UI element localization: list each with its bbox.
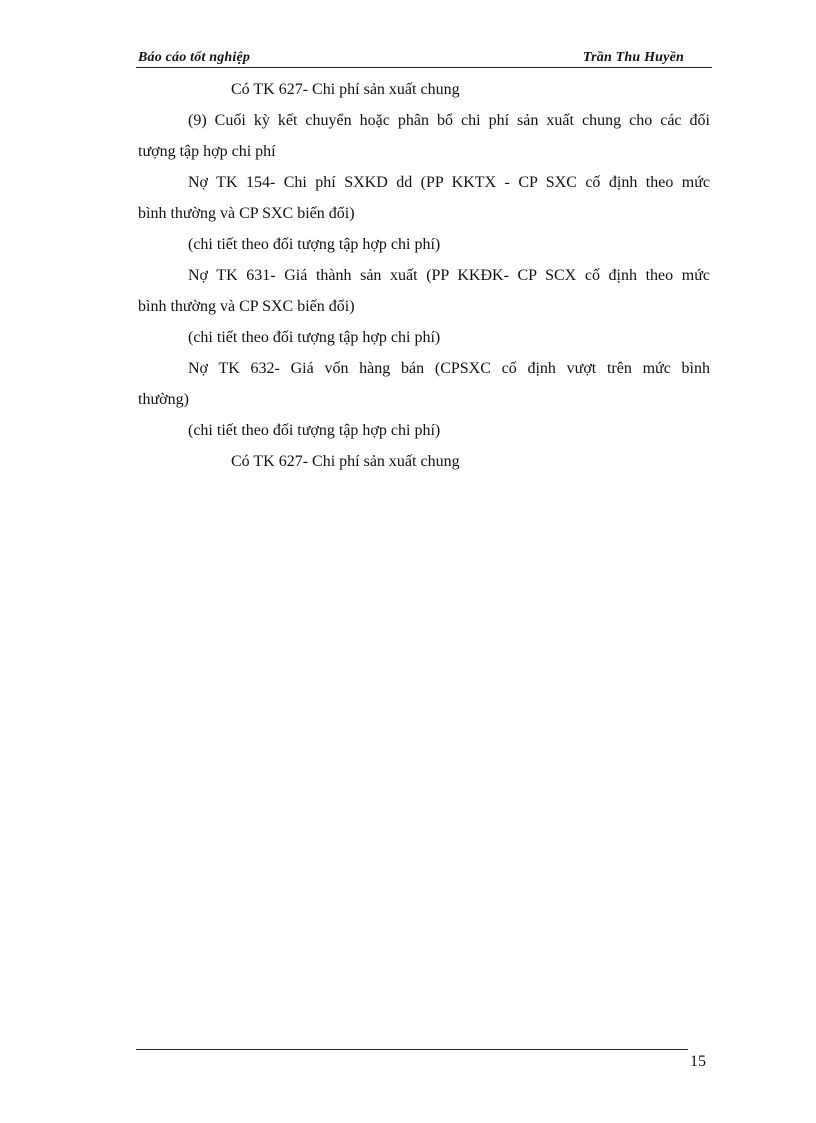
document-body — [138, 74, 710, 477]
detail-note-line: (chi tiết theo đối tượng tập hợp chi phí) — [188, 236, 441, 253]
detail-note-line: (chi tiết theo đối tượng tập hợp chi phí) — [188, 329, 441, 346]
paragraph-line: thường) — [138, 391, 189, 408]
debit-entry-line: Nợ TK 632- Giá vốn hàng bán (CPSXC cố định vượt trên mức bình — [188, 360, 710, 377]
header-author-name: Trần Thu Huyền — [582, 50, 684, 65]
header-report-title: Báo cáo tốt nghiệp — [138, 50, 251, 65]
credit-entry-line: Có TK 627- Chi phí sản xuất chung — [231, 81, 460, 98]
paragraph-line: bình thường và CP SXC biến đổi) — [138, 205, 355, 222]
debit-entry-line: Nợ TK 154- Chi phí SXKD dd (PP KKTX - CP SXC cố định theo mức — [188, 174, 710, 191]
credit-entry-line: Có TK 627- Chi phí sản xuất chung — [231, 453, 460, 470]
detail-note-line: (chi tiết theo đối tượng tập hợp chi phí) — [188, 422, 441, 439]
debit-entry-line: Nợ TK 631- Giá thành sản xuất (PP KKĐK- CP SCX cố định theo mức — [188, 267, 710, 284]
paragraph-line: (9) Cuối kỳ kết chuyển hoặc phân bổ chi phí sản xuất chung cho các đối — [188, 112, 710, 129]
footer-divider — [136, 1049, 688, 1050]
header-divider — [136, 67, 712, 68]
paragraph-line: tượng tập hợp chi phí — [138, 143, 276, 160]
paragraph-line: bình thường và CP SXC biến đổi) — [138, 298, 355, 315]
page-number: 15 — [690, 1053, 706, 1070]
